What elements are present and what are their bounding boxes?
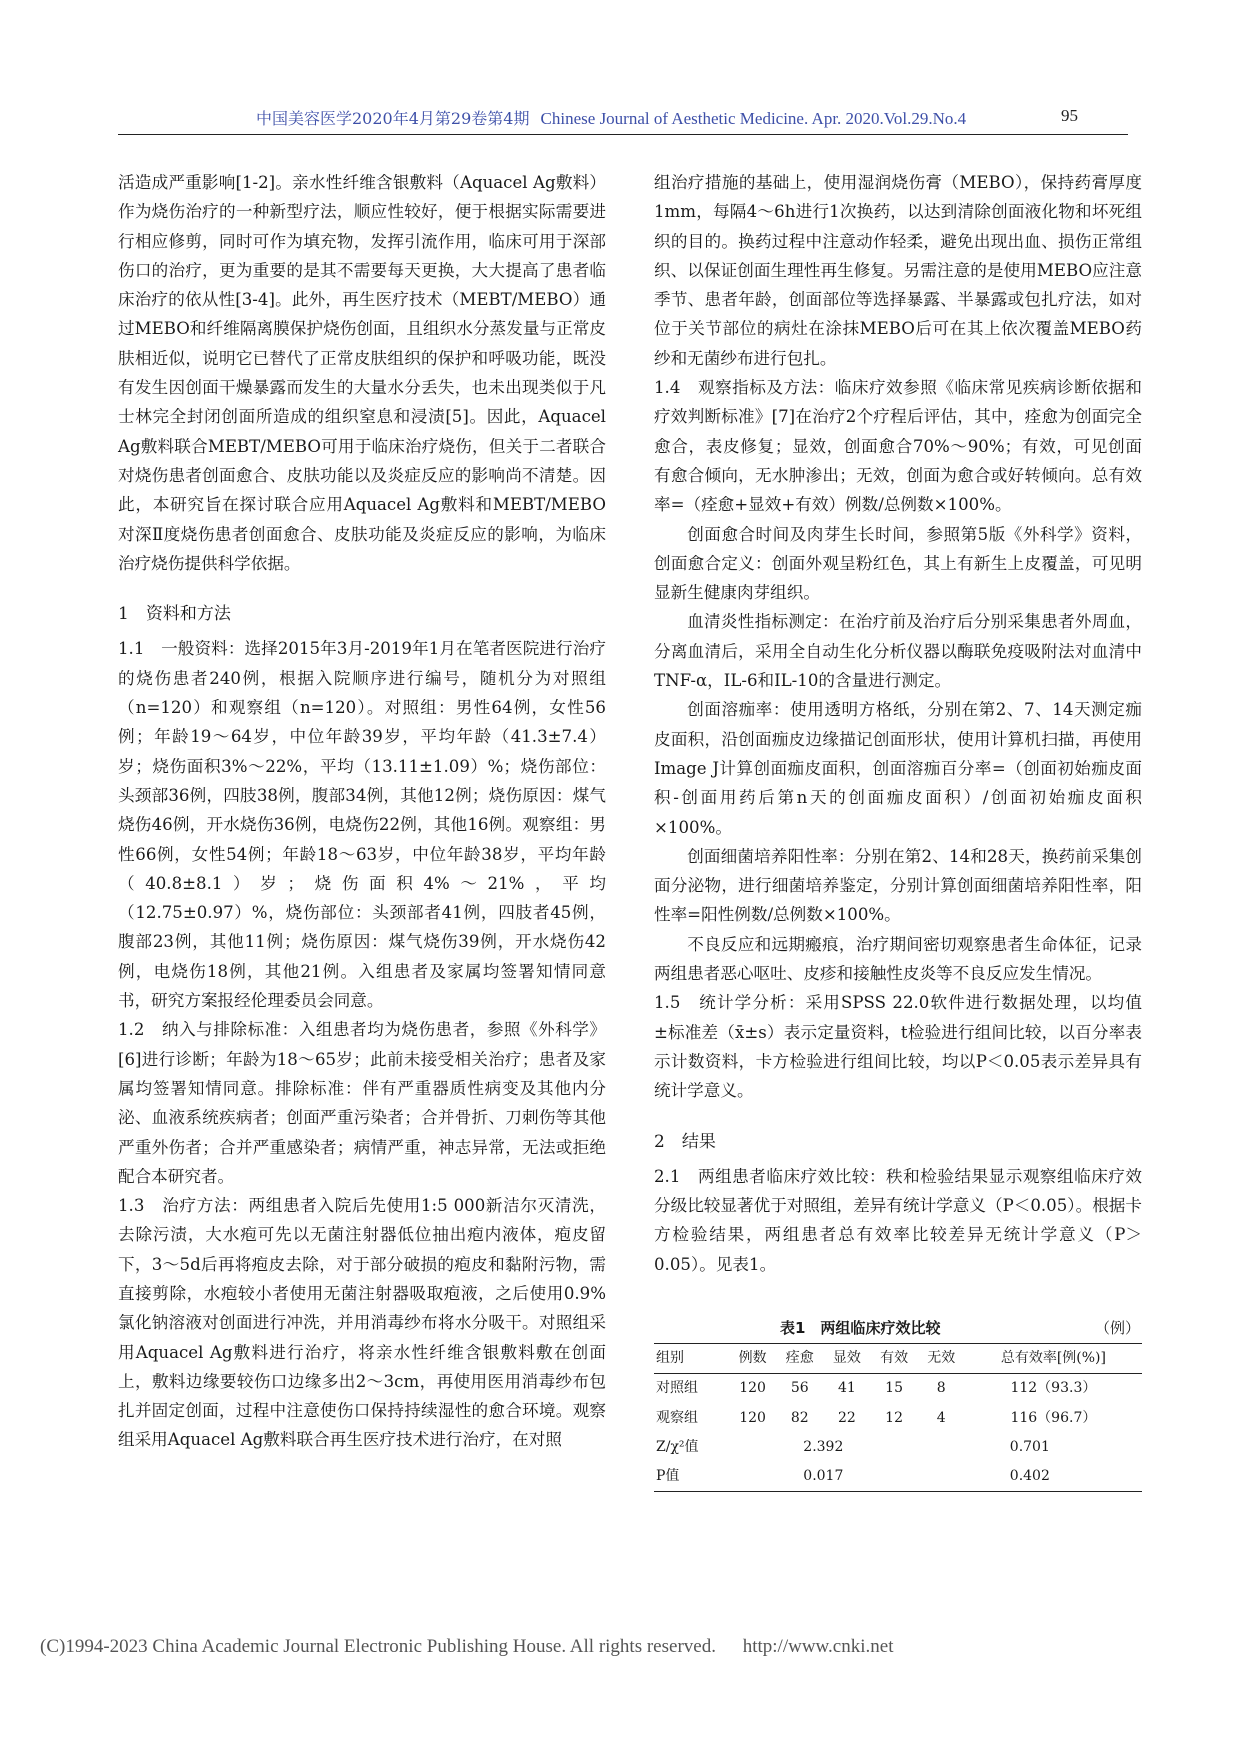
stat-value-p-chi: 0.402 [1009,1468,1050,1485]
healing-time-paragraph: 创面愈合时间及肉芽生长时间，参照第5版《外科学》资料，创面愈合定义：创面外观呈粉红色，其上有新生上皮覆盖，可见明显新生健康肉芽组织。 [654,524,1142,603]
table-1-grid [654,1343,1142,1492]
table-cell: 82 [790,1409,809,1426]
table-cell: 116（96.7） [1010,1409,1097,1426]
running-header [118,104,1128,135]
intro-paragraph: 活造成严重影响[1-2]。亲水性纤维含银敷料（Aquacel Ag敷料）作为烧伤治疗的一种新型疗法，顺应性较好，便于根据实际需要进行相应修剪，同时可作为填充物，发挥引流作用，临床可用于深部伤口的治疗，更为重要的是其不需要每天更换，大大提高了患者临床治疗的依从性[3-4]。此外，再生医疗技术（MEBT/MEBO）通过MEBO和纤维隔离膜保护烧伤创面，且组织水分蒸发量与正常皮肤相近似，说明它已替代了正常皮肤组织的保护和呼吸功能，既没有发生因创面干燥暴露而发生的大量水分丢失，也未出现类似于凡士林完全封闭创面所造成的组织窒息和浸渍[5]。因此，Aquacel Ag敷料联合MEBT/MEBO可用于临床治疗烧伤，但关于二者联合对烧伤患者创面愈合、皮肤功能以及炎症反应的影响尚不清楚。因此，本研究旨在探讨联合应用Aquacel Ag敷料和MEBT/MEBO对深Ⅱ度烧伤患者创面愈合、皮肤功能及炎症反应的影响，为临床治疗烧伤提供科学依据。 [118,173,606,573]
stat-label: P值 [656,1468,680,1485]
col-header-total-rate: 总有效率[例(%)] [1000,1349,1106,1366]
section-1-heading: 1 资料和方法 [118,604,231,625]
section-1-1-general-data: 1.1 一般资料：选择2015年3月-2019年1月在笔者医院进行治疗的烧伤患者240例，根据入院顺序进行编号，随机分为对照组（n=120）和观察组（n=120）。对照组：男性64例，女性56例；年龄19～64岁，中位年龄39岁，平均年龄（41.3±7.4）岁；烧伤面积3%～22%，平均（13.11±1.09）%；烧伤部位：头颈部36例，四肢38例，腹部34例，其他12例；烧伤原因：煤气烧伤46例，开水烧伤36例，电烧伤22例，其他16例。观察组：男性66例，女性54例；年龄18～63岁，中位年龄38岁，平均年龄（40.8±8.1）岁；烧伤面积4%～21%，平均（12.75±0.97）%，烧伤部位：头颈部者41例，四肢者45例，腹部23例，其他11例；烧伤原因：煤气烧伤39例，开水烧伤42例，电烧伤18例，其他21例。入组患者及家属均签署知情同意书，研究方案报经伦理委员会同意。 [118,639,606,1011]
table-1-unit: （例） [1094,1318,1140,1337]
table-header-row [654,1343,1142,1373]
stat-label: Z/χ²值 [656,1438,699,1455]
table-cell: 120 [739,1409,766,1426]
table-cell: 15 [885,1380,903,1397]
journal-title-en: Chinese Journal of Aesthetic Medicine. Apr. 2020.Vol.29.No.4 [540,109,967,128]
stat-value-p-z: 0.017 [803,1468,844,1485]
section-2-heading: 2 结果 [654,1131,716,1152]
table-1-title [654,1317,1142,1339]
table-cell: 120 [739,1380,766,1397]
col-header-ineffective: 无效 [927,1349,956,1366]
table-cell: 56 [790,1380,809,1397]
table-cell: 12 [885,1409,903,1426]
col-header-marked: 显效 [832,1349,861,1366]
section-1-4-indicators: 1.4 观察指标及方法：临床疗效参照《临床常见疾病诊断依据和疗效判断标准》[7]在治疗2个疗程后评估，其中，痊愈为创面完全愈合，表皮修复；显效，创面愈合70%～90%；有效，可见创面有愈合倾向，无水肿渗出；无效，创面为愈合或好转倾向。总有效率=（痊愈+显效+有效）例数/总例数×100%。 [654,378,1142,515]
eschar-dissolution-paragraph: 创面溶痂率：使用透明方格纸，分别在第2、7、14天测定痂皮面积，沿创面痂皮边缘描记创面形状，使用计算机扫描，再使用Image J计算创面痂皮面积，创面溶痂百分率=（创面初始痂皮面积-创面用药后第n天的创面痂皮面积）/创面初始痂皮面积×100%。 [654,700,1142,837]
col-header-effective: 有效 [880,1349,909,1366]
left-column [118,168,606,1455]
copyright-text: (C)1994-2023 China Academic Journal Electronic Publishing House. All rights reserved. [40,1636,716,1657]
adverse-reaction-paragraph: 不良反应和远期瘢痕，治疗期间密切观察患者生命体征，记录两组患者恶心呕吐、皮疹和接触性皮炎等不良反应发生情况。 [654,934,1142,984]
table-cell: 4 [936,1409,946,1426]
section-1-2-criteria: 1.2 纳入与排除标准：入组患者均为烧伤患者，参照《外科学》[6]进行诊断；年龄为18～65岁；此前未接受相关治疗；患者及家属均签署知情同意。排除标准：伴有严重器质性病变及其他内分泌、血液系统疾病者；创面严重污染者；合并骨折、刀刺伤等其他严重外伤者；合并严重感染者；病情严重，神志异常，无法或拒绝配合本研究者。 [118,1020,606,1186]
bacteria-culture-paragraph: 创面细菌培养阳性率：分别在第2、14和28天，换药前采集创面分泌物，进行细菌培养鉴定，分别计算创面细菌培养阳性率，阳性率=阳性例数/总例数×100%。 [654,846,1142,925]
col-header-cured: 痊愈 [785,1349,814,1366]
table-row [654,1404,1142,1433]
table-stat-row [654,1433,1142,1462]
section-1-5-statistics: 1.5 统计学分析：采用SPSS 22.0软件进行数据处理，以均值±标准差（x̄±s）表示定量资料，t检验进行组间比较，以百分率表示计数资料，卡方检验进行组间比较，均以P＜0.05表示差异具有统计学意义。 [654,993,1142,1101]
section-2-1-results: 2.1 两组患者临床疗效比较：秩和检验结果显示观察组临床疗效分级比较显著优于对照组，差异有统计学意义（P＜0.05）。根据卡方检验结果，两组患者总有效率比较差异无统计学意义（P＞0.05）。见表1。 [654,1166,1142,1274]
section-1-3-treatment: 1.3 治疗方法：两组患者入院后先使用1:5 000新洁尔灭清洗，去除污渍，大水疱可先以无菌注射器低位抽出疱内液体，疱皮留下，3～5d后再将疱皮去除，对于部分破损的疱皮和黏附污物，需直接剪除，水疱较小者使用无菌注射器吸取疱液，之后使用0.9%氯化钠溶液对创面进行冲洗，并用消毒纱布将水分吸干。对照组采用Aquacel Ag敷料进行治疗，将亲水性纤维含银敷料敷在创面上，敷料边缘要较伤口边缘多出2～3cm，再使用医用消毒纱布包扎并固定创面，过程中注意使伤口保持持续湿性的愈合环境。观察组采用Aquacel Ag敷料联合再生医疗技术进行治疗，在对照 [118,1196,606,1450]
serum-markers-paragraph: 血清炎性指标测定：在治疗前及治疗后分别采集患者外周血，分离血清后，采用全自动生化分析仪器以酶联免疫吸附法对血清中TNF-α，IL-6和IL-10的含量进行测定。 [654,612,1142,691]
table-stat-row [654,1462,1142,1492]
table-cell: 112（93.3） [1010,1380,1097,1397]
table-row [654,1374,1142,1404]
table-1-caption: 表1 两组临床疗效比较 [780,1318,941,1337]
journal-title-cn: 中国美容医学2020年4月第29卷第4期 [256,109,530,128]
stat-value-chi: 0.701 [1009,1438,1050,1455]
col-header-cases: 例数 [738,1349,767,1366]
table-cell: 22 [838,1409,856,1426]
table-cell: 8 [936,1380,946,1397]
table-cell: 观察组 [656,1409,698,1426]
treatment-continued: 组治疗措施的基础上，使用湿润烧伤膏（MEBO），保持药膏厚度1mm，每隔4～6h进行1次换药，以达到清除创面液化物和坏死组织的目的。换药过程中注意动作轻柔，避免出现出血、损伤正常组织、以保证创面生理性再生修复。另需注意的是使用MEBO应注意季节、患者年龄，创面部位等选择暴露、半暴露或包扎疗法，如对位于关节部位的病灶在涂抹MEBO后可在其上依次覆盖MEBO药纱和无菌纱布进行包扎。 [654,173,1142,368]
page-number: 95 [1061,106,1078,125]
cnki-link[interactable]: http://www.cnki.net [742,1636,894,1657]
table-1 [654,1317,1142,1492]
col-header-group: 组别 [656,1349,684,1366]
stat-value-z: 2.392 [803,1438,844,1455]
table-cell: 对照组 [656,1380,698,1397]
table-cell: 41 [838,1380,856,1397]
copyright-footer [40,1636,893,1658]
right-column [654,168,1142,1492]
journal-title [256,106,966,129]
